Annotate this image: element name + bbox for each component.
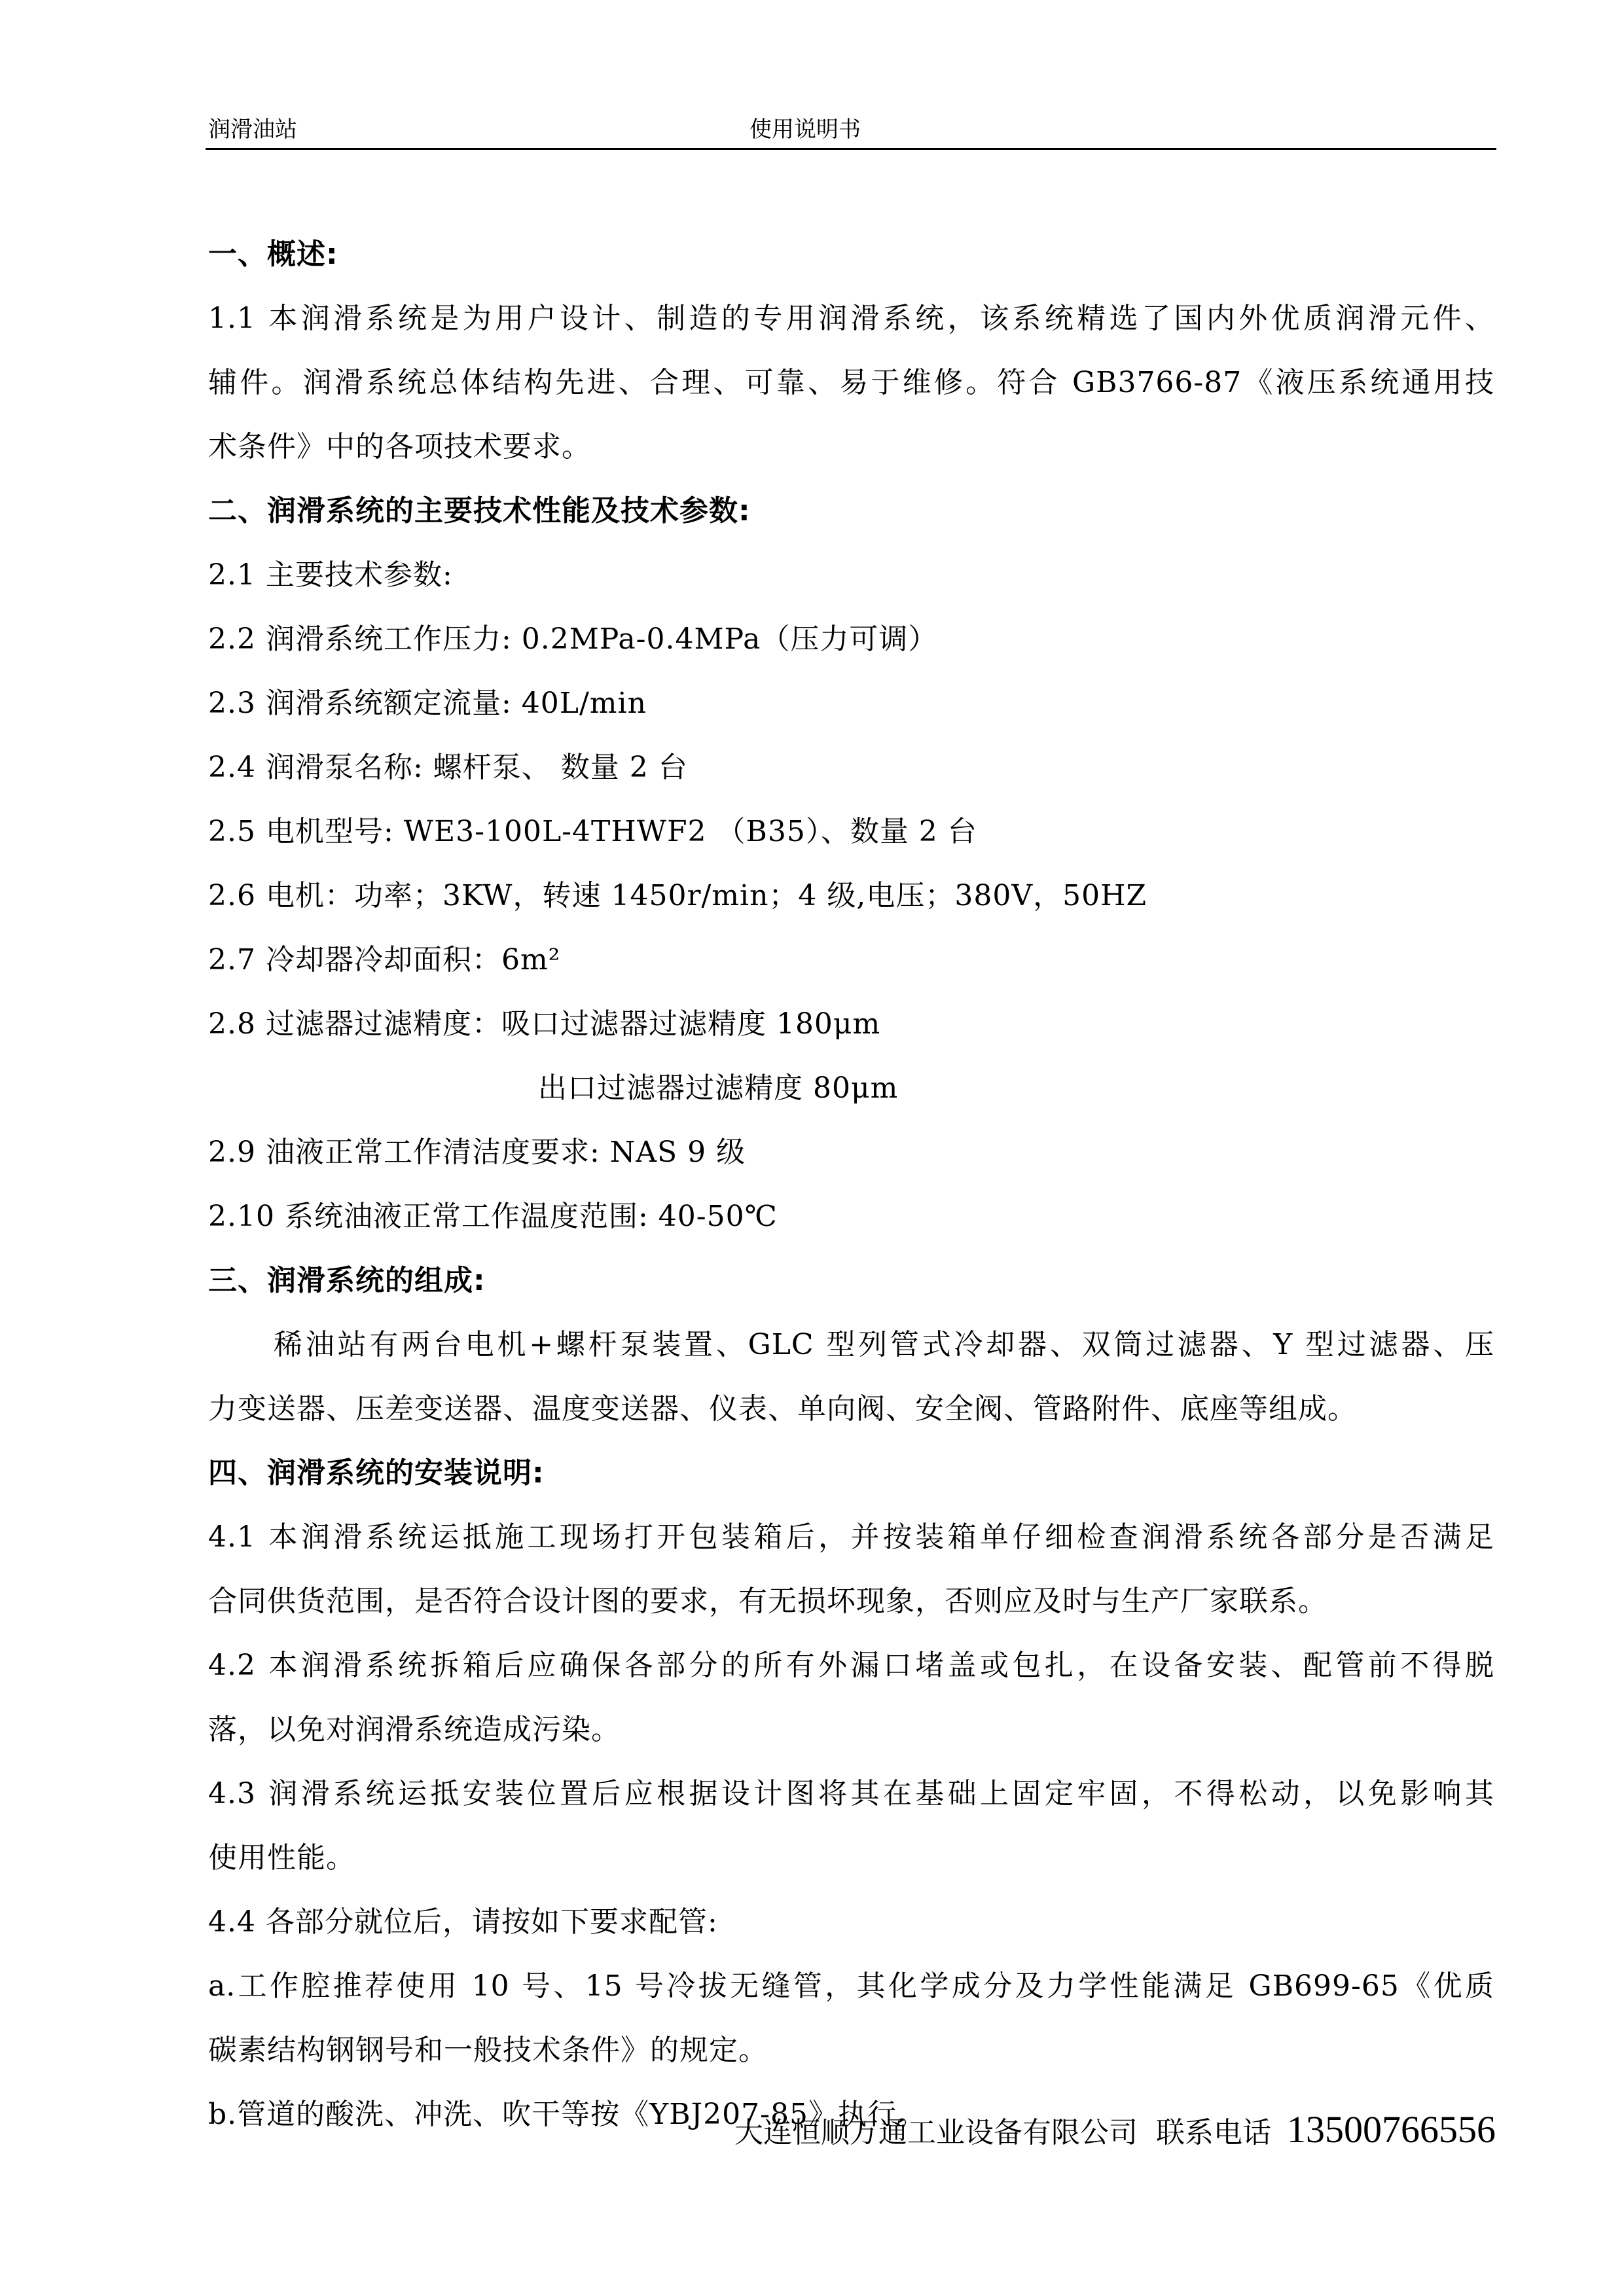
spec-item: 2.5 电机型号: WE3-100L-4THWF2 （B35）、数量 2 台 xyxy=(208,815,977,848)
paragraph-line: b.管道的酸洗、冲洗、吹干等按《YBJ207-85》执行。 xyxy=(208,2098,927,2131)
section-1-heading: 一、概述: xyxy=(208,238,338,271)
spec-item: 2.2 润滑系统工作压力: 0.2MPa-0.4MPa（压力可调） xyxy=(208,622,938,656)
spec-item-continuation: 出口过滤器过滤精度 80μm xyxy=(538,1071,899,1105)
paragraph-line: 1.1 本润滑系统是为用户设计、制造的专用润滑系统，该系统精选了国内外优质润滑元件、 xyxy=(208,302,1494,335)
paragraph-line: 落，以免对润滑系统造成污染。 xyxy=(208,1713,621,1746)
company-name: 大连恒顺万通工业设备有限公司 xyxy=(734,2116,1138,2149)
header-divider xyxy=(206,148,1496,150)
paragraph-line: 使用性能。 xyxy=(208,1841,355,1874)
phone-number: 13500766556 xyxy=(1287,2108,1496,2151)
paragraph-line: 术条件》中的各项技术要求。 xyxy=(208,430,591,463)
paragraph-line: 稀油站有两台电机+螺杆泵装置、GLC 型列管式冷却器、双筒过滤器、Y 型过滤器、压 xyxy=(274,1328,1494,1361)
paragraph-line: a.工作腔推荐使用 10 号、15 号冷拔无缝管，其化学成分及力学性能满足 GB699-65《优质 xyxy=(208,1969,1494,2003)
spec-item: 2.6 电机：功率；3KW，转速 1450r/min；4 级,电压；380V，50HZ xyxy=(208,879,1147,912)
spec-item: 2.4 润滑泵名称: 螺杆泵、 数量 2 台 xyxy=(208,751,688,784)
header-title-left: 润滑油站 xyxy=(208,117,297,143)
section-2-heading: 二、润滑系统的主要技术性能及技术参数: xyxy=(208,494,751,528)
paragraph-line: 4.2 本润滑系统拆箱后应确保各部分的所有外漏口堵盖或包扎，在设备安装、配管前不得脱 xyxy=(208,1649,1494,1682)
section-4-heading: 四、润滑系统的安装说明: xyxy=(208,1456,545,1490)
spec-item: 2.3 润滑系统额定流量: 40L/min xyxy=(208,687,647,720)
section-3-heading: 三、润滑系统的组成: xyxy=(208,1264,486,1297)
paragraph-line: 合同供货范围，是否符合设计图的要求，有无损坏现象，否则应及时与生产厂家联系。 xyxy=(208,1585,1327,1618)
paragraph-line: 4.4 各部分就位后，请按如下要求配管: xyxy=(208,1905,718,1939)
spec-item: 2.9 油液正常工作清洁度要求: NAS 9 级 xyxy=(208,1136,746,1169)
paragraph-line: 4.1 本润滑系统运抵施工现场打开包装箱后，并按装箱单仔细检查润滑系统各部分是否满足 xyxy=(208,1520,1494,1554)
paragraph-line: 辅件。润滑系统总体结构先进、合理、可靠、易于维修。符合 GB3766-87《液压系统通用技 xyxy=(208,366,1494,399)
document-body xyxy=(208,223,1494,2147)
spec-item: 2.1 主要技术参数: xyxy=(208,558,453,592)
spec-item: 2.8 过滤器过滤精度：吸口过滤器过滤精度 180μm xyxy=(208,1007,881,1041)
paragraph-line: 4.3 润滑系统运抵安装位置后应根据设计图将其在基础上固定牢固，不得松动，以免影响其 xyxy=(208,1777,1494,1810)
paragraph-line: 力变送器、压差变送器、温度变送器、仪表、单向阀、安全阀、管路附件、底座等组成。 xyxy=(208,1392,1357,1426)
paragraph-line: 碳素结构钢钢号和一般技术条件》的规定。 xyxy=(208,2034,768,2067)
spec-item: 2.7 冷却器冷却面积：6m² xyxy=(208,943,561,977)
footer xyxy=(655,2110,1496,2153)
header-title-center: 使用说明书 xyxy=(749,117,861,143)
phone-label: 联系电话 xyxy=(1156,2116,1271,2149)
spec-item: 2.10 系统油液正常工作温度范围: 40-50℃ xyxy=(208,1200,778,1233)
